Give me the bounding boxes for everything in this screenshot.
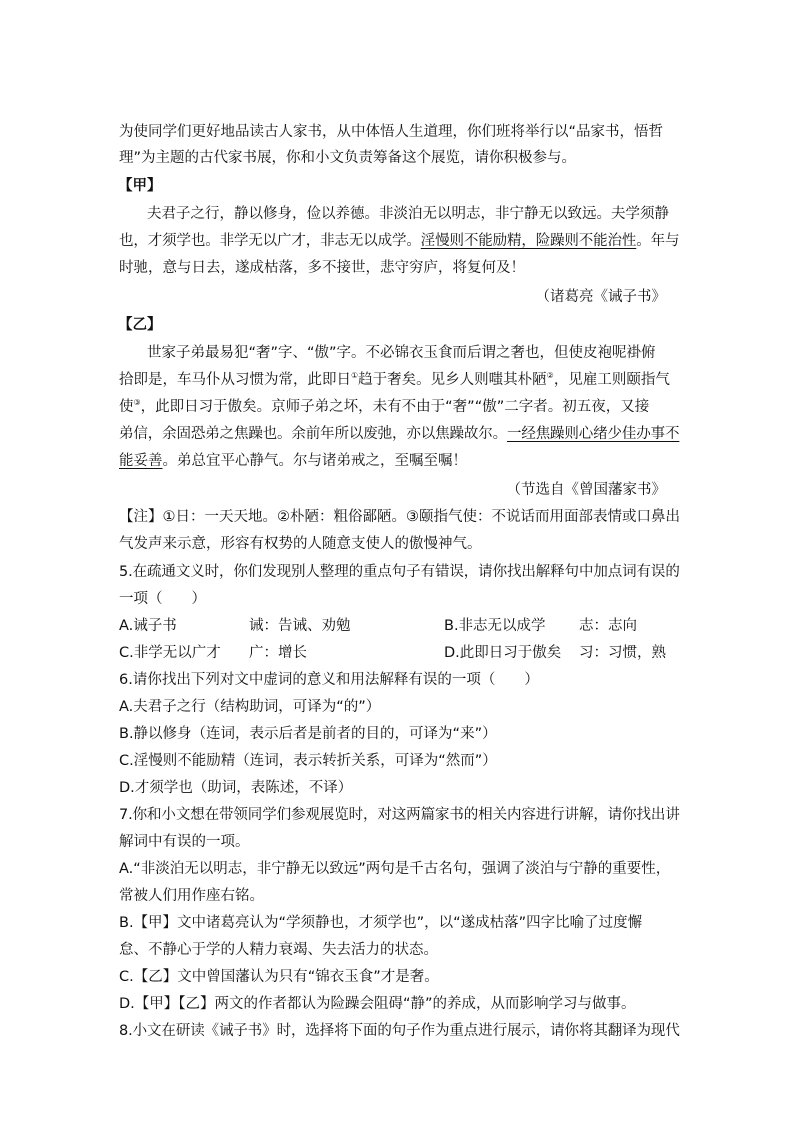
passage-jia-line-2 [119,230,679,252]
question-5-option-a-sentence: A.诫子书 [119,618,177,634]
passage-jia-source: （诸葛亮《诫子书》 [535,289,666,305]
passage-yi-source: （节选自《曾国藩家书》 [506,482,666,498]
passage-yi-line-5 [119,450,467,472]
passage-yi-line-2 [119,369,670,391]
passage-jia-text: 也，才须学也。非学无以广才，非志无以成学。 [119,233,421,249]
question-7-option-a-line-2: 常被人们用作座右铭。 [119,888,264,904]
passage-jia-text: 。年与 [636,233,680,249]
passage-jia-heading: 【甲】 [118,178,162,194]
passage-yi-line-1: 世家子弟最易犯“奢”字、“傲”字。不必锦衣玉食而后谓之奢也，但使皮袍呢褂俯 [147,345,656,361]
question-5-option-c-sentence: C.非学无以广才 [119,645,221,661]
question-7-stem-2: 解词中有误的一项。 [119,834,250,850]
passage-jia-line-1: 夫君子之行，静以修身，俭以养德。非淡泊无以明志，非宁静无以致远。夫学须静 [147,206,669,222]
intro-line-2: 理”为主题的古代家书展，你和小文负责筹备这个展览，请你积极参与。 [119,150,577,166]
passage-yi-heading: 【乙】 [118,317,162,333]
question-6-option-c: C.淫慢则不能励精（连词，表示转折关系，可译为“然而”） [119,753,497,769]
note-marker: ② [546,371,554,381]
passage-yi-line-4 [119,423,679,445]
passage-yi-text: 弟信，余固恐弟之焦躁也。余前年所以废弛，亦以焦躁故尔。 [119,426,507,442]
intro-line-1: 为使同学们更好地品读古人家书，从中体悟人生道理，你们班将举行以“品家书，悟哲 [119,124,664,140]
question-7-option-d: D.【甲】【乙】两文的作者都认为险躁会阻碍“静”的养成，从而影响学习与做事。 [119,996,636,1012]
question-7-stem-1: 7.你和小文想在带领同学们参观展览时，对这两篇家书的相关内容进行讲解，请你找出讲 [119,807,680,823]
passage-yi-text: ，此即日习于傲矣。京师子弟之坏，未有不由于“奢”“傲”二字者。初五夜，又接 [140,399,650,415]
question-5-option-b-sentence: B.非志无以成学 [444,618,546,634]
note-marker: ③ [133,398,141,408]
underlined-sentence: 淫慢则不能励精，险躁则不能治性 [420,233,637,249]
passage-yi-text: 。弟总宜平心静气。尔与诸弟戒之，至嘱至嘱！ [162,453,467,469]
passage-yi-text: 拾即是，车马仆从习惯为常，此即日 [119,372,351,388]
question-7-option-b-line-2: 怠、不静心于学的人精力衰竭、失去活力的状态。 [119,942,438,958]
question-5-option-b-explanation: 志：志向 [579,618,637,634]
question-6-option-a: A.夫君子之行（结构助词，可译为“的”） [119,699,381,715]
question-5-option-d-explanation: 习：习惯，熟 [579,645,666,661]
question-8-stem-1: 8.小文在研读《诫子书》时，选择将下面的句子作为重点进行展示，请你将其翻译为现代 [119,1023,680,1039]
question-7-option-c: C.【乙】文中曾国藩认为只有“锦衣玉食”才是奢。 [119,969,439,985]
question-6-option-d: D.才须学也（助词，表陈述，不译） [119,780,353,796]
question-5-option-d-sentence: D.此即日习于傲矣 [444,645,562,661]
passage-yi-text: 使 [119,399,134,415]
underlined-sentence: 一经焦躁则心绪少佳办事不 [506,426,680,442]
question-6-option-b: B.静以修身（连词，表示后者是前者的目的，可译为“来”） [119,726,497,742]
question-5-stem-2: 一项（ ） [119,591,206,607]
passage-jia-line-3: 时驰，意与日去，遂成枯落，多不接世，悲守穷庐，将复何及！ [119,260,525,276]
passage-yi-text: ，见雇工则颐指气 [553,372,670,388]
question-5-option-a-explanation: 诫：告诫、劝勉 [249,618,351,634]
passage-yi-text: 趋于奢矣。见乡人则嗤其朴陋 [358,372,547,388]
question-7-option-a-line-1: A.“非淡泊无以明志，非宁静无以致远”两句是千古名句，强调了淡泊与宁静的重要性， [119,861,671,877]
notes-line-2: 气发声来示意，形容有权势的人随意支使人的傲慢神气。 [119,536,482,552]
note-marker: ① [351,371,359,381]
notes-line-1: 【注】①日：一天天地。②朴陋：粗俗鄙陋。③颐指气使：不说话而用面部表情或口鼻出 [119,509,680,525]
underlined-sentence: 能妥善 [119,453,163,469]
passage-yi-line-3 [119,396,649,418]
question-5-stem-1: 5.在疏通文义时，你们发现别人整理的重点句子有错误，请你找出解释句中加点词有误的 [119,564,680,580]
question-7-option-b-line-1: B.【甲】文中诸葛亮认为“学须静也，才须学也”，以“遂成枯落”四字比喻了过度懈 [119,915,643,931]
question-6-stem: 6.请你找出下列对文中虚词的意义和用法解释有误的一项（ ） [119,672,539,688]
question-5-option-c-explanation: 广：增长 [249,645,307,661]
